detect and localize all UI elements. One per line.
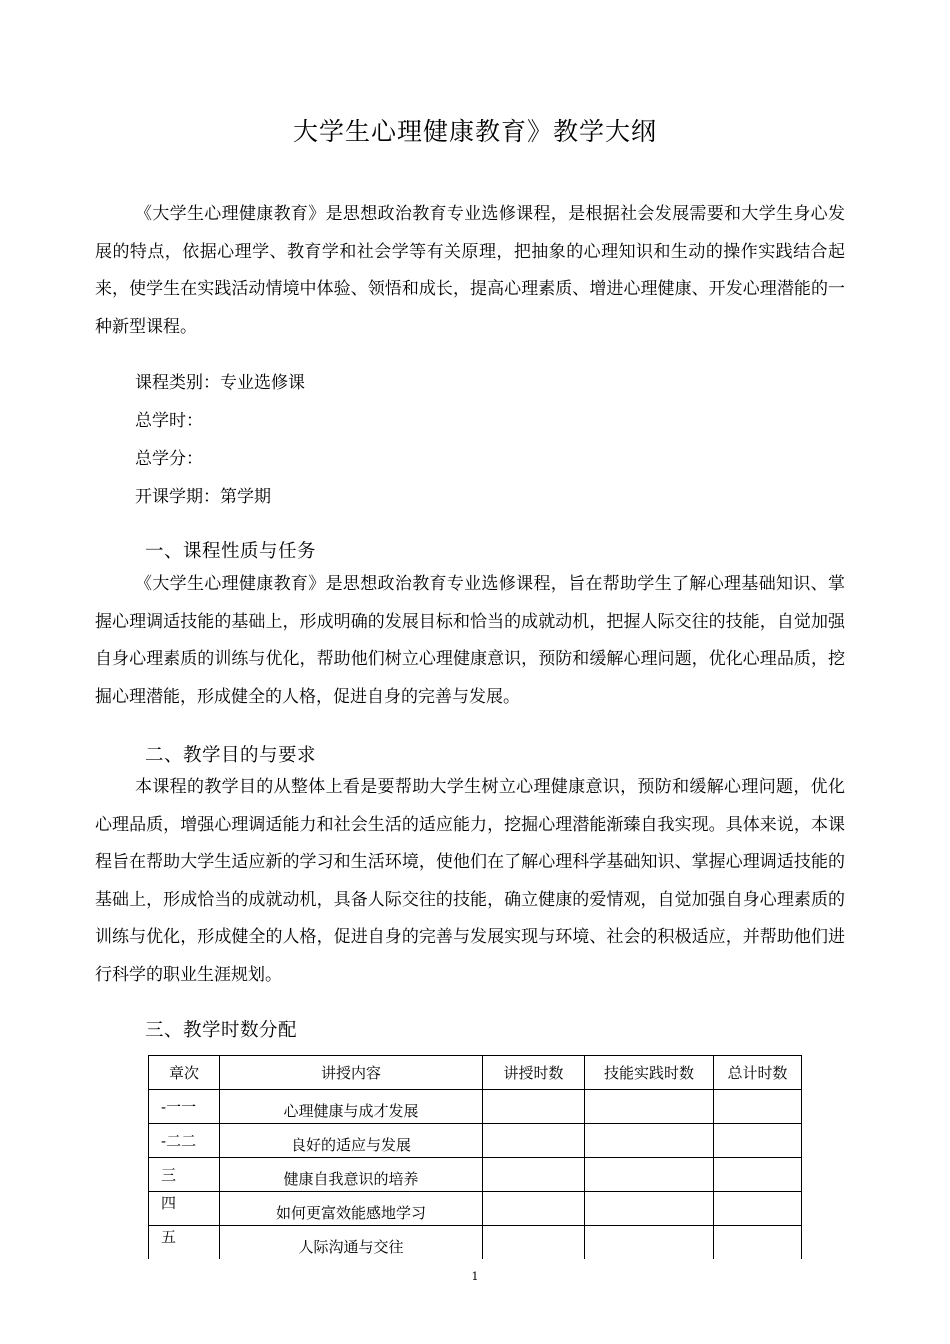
header-practice-hours: 技能实践时数	[585, 1056, 714, 1090]
total-cell	[714, 1226, 802, 1260]
lecture-cell	[483, 1090, 585, 1124]
total-cell	[714, 1158, 802, 1192]
content-cell: 心理健康与成才发展	[220, 1090, 483, 1124]
section-2-heading: 二、教学目的与要求	[145, 745, 317, 766]
section-2-text: 本课程的教学目的从整体上看是要帮助大学生树立心理健康意识，预防和缓解心理问题，优化心理品质，增强心理调适能力和社会生活的适应能力，挖掘心理潜能渐臻自我实现。具体来说，本课程旨在帮助大学生适应新的学习和生活环境，使他们在了解心理科学基础知识、掌握心理调适技能的基础上，形成恰当的成就动机，具备人际交往的技能，确立健康的爱情观，自觉加强自身心理素质的训练与优化，形成健全的人格，促进自身的完善与发展实现与环境、社会的积极适应，并帮助他们进行科学的职业生涯规划。	[95, 777, 845, 985]
practice-cell	[585, 1192, 714, 1226]
content-cell: 良好的适应与发展	[220, 1124, 483, 1158]
hours-table	[148, 1055, 802, 1259]
chapter-cell: -一一	[149, 1090, 220, 1124]
total-credits: 总学分：	[135, 449, 203, 469]
chapter-cell: -二二	[149, 1124, 220, 1158]
table-row	[149, 1124, 802, 1158]
semester: 开课学期：第学期	[135, 487, 271, 507]
header-chapter: 章次	[149, 1056, 220, 1090]
table-row	[149, 1226, 802, 1260]
content-cell: 健康自我意识的培养	[220, 1158, 483, 1192]
section-3-heading: 三、教学时数分配	[145, 1020, 298, 1041]
lecture-cell	[483, 1124, 585, 1158]
header-total-hours: 总计时数	[714, 1056, 802, 1090]
total-cell	[714, 1192, 802, 1226]
total-hours: 总学时：	[135, 411, 203, 431]
chapter-cell: 四	[149, 1192, 220, 1226]
total-cell	[714, 1090, 802, 1124]
table-header-row	[149, 1056, 802, 1090]
section-1-heading: 一、课程性质与任务	[145, 541, 317, 562]
lecture-cell	[483, 1226, 585, 1260]
table-row	[149, 1192, 802, 1226]
page-number: 1	[471, 1270, 479, 1283]
chapter-cell: 五	[149, 1226, 220, 1260]
course-category: 课程类别：专业选修课	[135, 373, 305, 393]
practice-cell	[585, 1090, 714, 1124]
header-lecture-hours: 讲授时数	[483, 1056, 585, 1090]
section-1-text: 《大学生心理健康教育》是思想政治教育专业选修课程，旨在帮助学生了解心理基础知识、掌握心理调适技能的基础上，形成明确的发展目标和恰当的成就动机，把握人际交往的技能，自觉加强自身心理素质的训练与优化，帮助他们树立心理健康意识，预防和缓解心理问题，优化心理品质，挖掘心理潜能，形成健全的人格，促进自身的完善与发展。	[95, 574, 845, 707]
document-title: 大学生心理健康教育》教学大纲	[292, 117, 657, 146]
intro-paragraph: 《大学生心理健康教育》是思想政治教育专业选修课程，是根据社会发展需要和大学生身心发展的特点，依据心理学、教育学和社会学等有关原理，把抽象的心理知识和生动的操作实践结合起来，使学生在实践活动情境中体验、领悟和成长，提高心理素质、增进心理健康、开发心理潜能的一种新型课程。	[95, 204, 845, 337]
total-cell	[714, 1124, 802, 1158]
practice-cell	[585, 1226, 714, 1260]
lecture-cell	[483, 1158, 585, 1192]
table-row	[149, 1158, 802, 1192]
practice-cell	[585, 1124, 714, 1158]
header-content: 讲授内容	[220, 1056, 483, 1090]
lecture-cell	[483, 1192, 585, 1226]
chapter-cell: 三	[149, 1158, 220, 1192]
content-cell: 如何更富效能感地学习	[220, 1192, 483, 1226]
practice-cell	[585, 1158, 714, 1192]
table-row	[149, 1090, 802, 1124]
content-cell: 人际沟通与交往	[220, 1226, 483, 1260]
